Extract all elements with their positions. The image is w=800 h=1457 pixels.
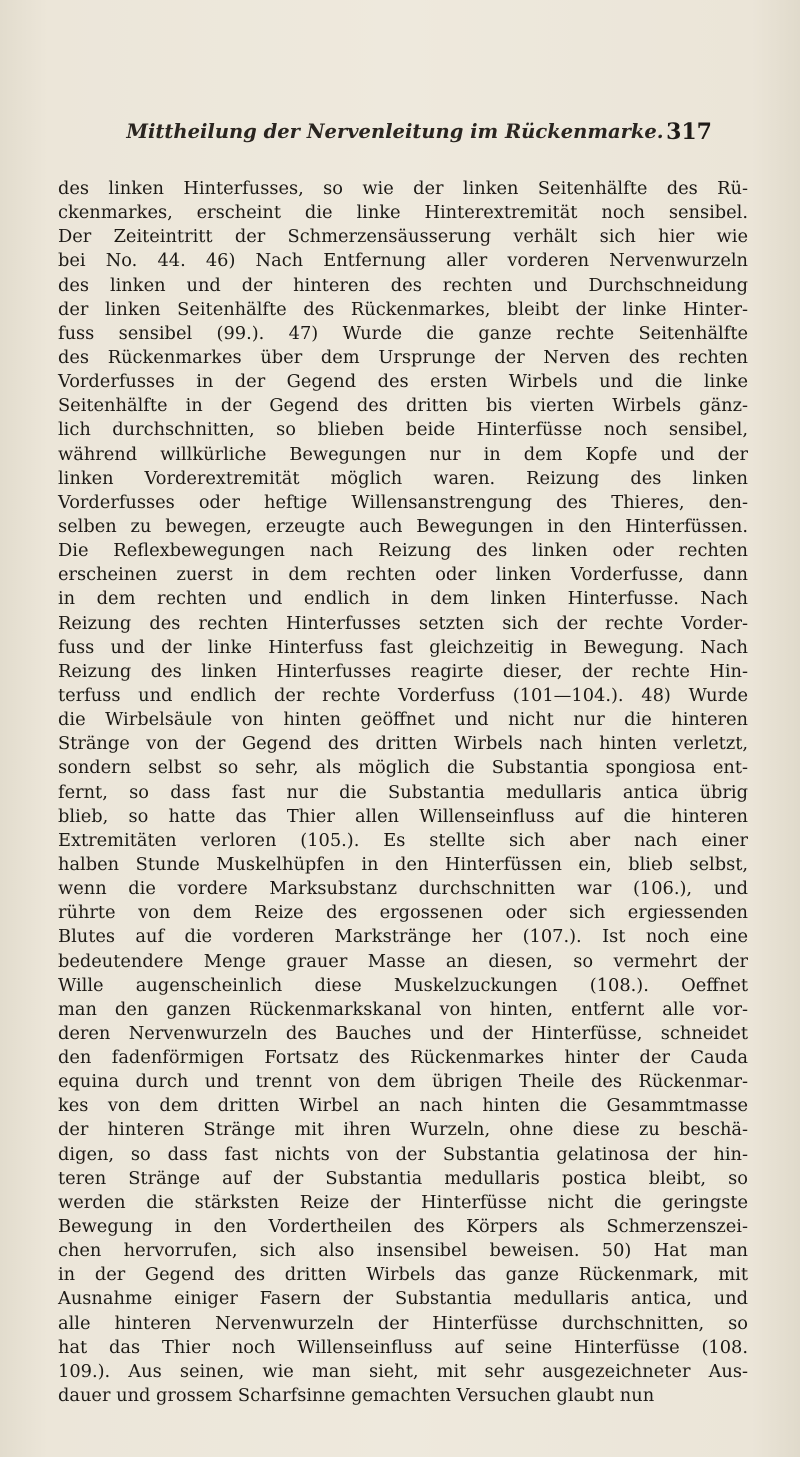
text-line: teren Stränge auf der Substantia medullaris postica bleibt, so <box>58 1167 748 1189</box>
running-title: Mittheilung der Nervenleitung im Rückenmarke. <box>126 120 664 143</box>
text-line: kes von dem dritten Wirbel an nach hinten die Gesammtmasse <box>58 1095 748 1117</box>
text-line: bei No. 44. 46) Nach Entfernung aller vorderen Nervenwurzeln <box>58 250 748 272</box>
text-line: Der Zeiteintritt der Schmerzensäusserung verhält sich hier wie <box>58 226 748 248</box>
text-line: Reizung des linken Hinterfusses reagirte dieser, der rechte Hin- <box>58 660 748 682</box>
text-line: in der Gegend des dritten Wirbels das ganze Rückenmark, mit <box>58 1264 748 1286</box>
text-line: werden die stärksten Reize der Hinterfüsse nicht die geringste <box>58 1191 748 1213</box>
text-line: alle hinteren Nervenwurzeln der Hinterfüsse durchschnitten, so <box>58 1312 748 1334</box>
text-line: lich durchschnitten, so blieben beide Hinterfüsse noch sensibel, <box>58 419 748 441</box>
text-line: Die Reflexbewegungen nach Reizung des linken oder rechten <box>58 540 748 562</box>
text-line: fernt, so dass fast nur die Substantia medullaris antica übrig <box>58 781 748 803</box>
text-line: den fadenförmigen Fortsatz des Rückenmarkes hinter der Cauda <box>58 1047 748 1069</box>
text-line: während willkürliche Bewegungen nur in dem Kopfe und der <box>58 443 748 465</box>
text-line: Reizung des rechten Hinterfusses setzten sich der rechte Vorder- <box>58 612 748 634</box>
text-line: der hinteren Stränge mit ihren Wurzeln, ohne diese zu beschä- <box>58 1119 748 1141</box>
text-line: Wille augenscheinlich diese Muskelzuckungen (108.). Oeffnet <box>58 974 748 996</box>
text-line: blieb, so hatte das Thier allen Willenseinfluss auf die hinteren <box>58 805 748 827</box>
page-number: 317 <box>666 119 712 145</box>
text-line: selben zu bewegen, erzeugte auch Bewegungen in den Hinterfüssen. <box>58 515 748 537</box>
text-line: Seitenhälfte in der Gegend des dritten bis vierten Wirbels gänz- <box>58 395 748 417</box>
text-line: linken Vorderextremität möglich waren. Reizung des linken <box>58 467 748 489</box>
text-line: wenn die vordere Marksubstanz durchschnitten war (106.), und <box>58 878 748 900</box>
text-line: die Wirbelsäule von hinten geöffnet und nicht nur die hinteren <box>58 709 748 731</box>
text-line: des Rückenmarkes über dem Ursprunge der Nerven des rechten <box>58 346 748 368</box>
page-header <box>0 120 800 154</box>
text-line: terfuss und endlich der rechte Vorderfuss (101—104.). 48) Wurde <box>58 684 748 706</box>
text-line: erscheinen zuerst in dem rechten oder linken Vorderfusse, dann <box>58 564 748 586</box>
text-line: der linken Seitenhälfte des Rückenmarkes, bleibt der linke Hinter- <box>58 298 748 320</box>
text-line: digen, so dass fast nichts von der Substantia gelatinosa der hin- <box>58 1143 748 1165</box>
text-line: in dem rechten und endlich in dem linken Hinterfusse. Nach <box>58 588 748 610</box>
text-line: hat das Thier noch Willenseinfluss auf seine Hinterfüsse (108. <box>58 1336 748 1358</box>
text-line: Bewegung in den Vordertheilen des Körpers als Schmerzenszei- <box>58 1216 748 1238</box>
text-line: sondern selbst so sehr, als möglich die Substantia spongiosa ent- <box>58 757 748 779</box>
text-line: Stränge von der Gegend des dritten Wirbels nach hinten verletzt, <box>58 733 748 755</box>
text-line: man den ganzen Rückenmarkskanal von hinten, entfernt alle vor- <box>58 998 748 1020</box>
text-line: rührte von dem Reize des ergossenen oder sich ergiessenden <box>58 902 748 924</box>
body-paragraph <box>58 177 748 1408</box>
text-line: dauer und grossem Scharfsinne gemachten Versuchen glaubt nun <box>58 1385 655 1407</box>
text-line: Blutes auf die vorderen Markstränge her (107.). Ist noch eine <box>58 926 748 948</box>
text-line: Extremitäten verloren (105.). Es stellte sich aber nach einer <box>58 829 748 851</box>
text-line: Vorderfusses oder heftige Willensanstrengung des Thieres, den- <box>58 491 748 513</box>
text-line: deren Nervenwurzeln des Bauches und der Hinterfüsse, schneidet <box>58 1022 748 1044</box>
text-line: 109.). Aus seinen, wie man sieht, mit sehr ausgezeichneter Aus- <box>58 1360 748 1382</box>
text-line: ckenmarkes, erscheint die linke Hinterextremität noch sensibel. <box>58 202 748 224</box>
text-line: des linken Hinterfusses, so wie der linken Seitenhälfte des Rü- <box>58 178 748 199</box>
text-line: Ausnahme einiger Fasern der Substantia medullaris antica, und <box>58 1288 748 1310</box>
text-line: des linken und der hinteren des rechten und Durchschneidung <box>58 274 748 296</box>
text-line: Vorderfusses in der Gegend des ersten Wirbels und die linke <box>58 371 748 393</box>
text-line: halben Stunde Muskelhüpfen in den Hinterfüssen ein, blieb selbst, <box>58 853 748 875</box>
text-line: fuss sensibel (99.). 47) Wurde die ganze rechte Seitenhälfte <box>58 322 748 344</box>
text-line: bedeutendere Menge grauer Masse an diesen, so vermehrt der <box>58 950 748 972</box>
text-line: chen hervorrufen, sich also insensibel beweisen. 50) Hat man <box>58 1240 748 1262</box>
text-line: equina durch und trennt von dem übrigen Theile des Rückenmar- <box>58 1071 748 1093</box>
text-line: fuss und der linke Hinterfuss fast gleichzeitig in Bewegung. Nach <box>58 636 748 658</box>
